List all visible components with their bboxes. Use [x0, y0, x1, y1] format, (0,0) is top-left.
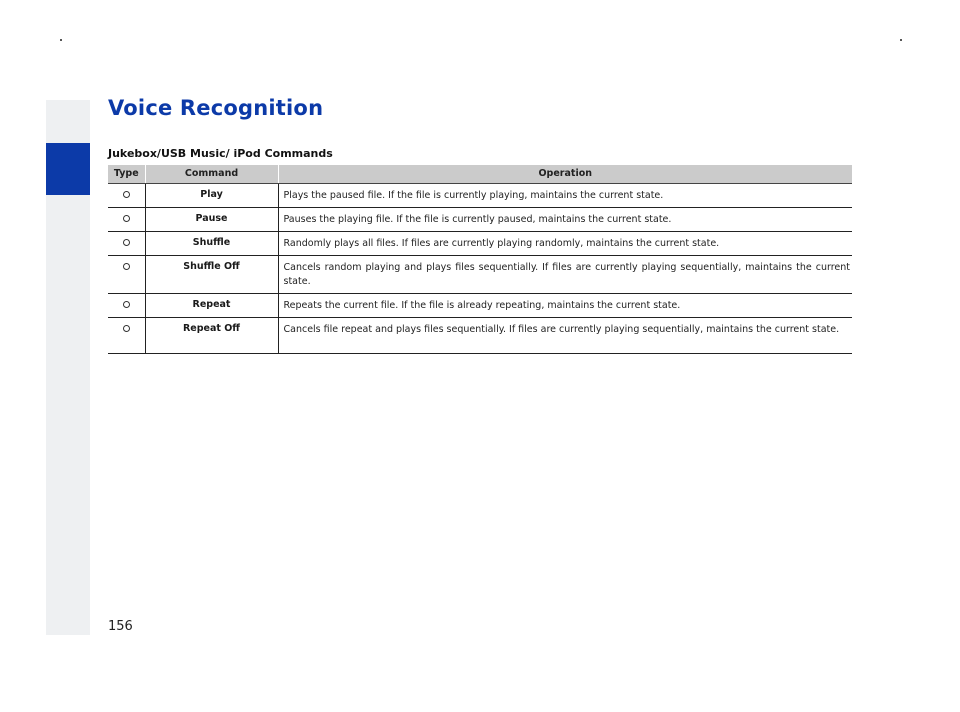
operation-cell: Plays the paused file. If the file is currently playing, maintains the current state. [278, 183, 852, 207]
operation-cell: Cancels file repeat and plays files sequentially. If files are currently playing sequentially, maintains the current state. [278, 317, 852, 353]
circle-bullet-icon [123, 325, 130, 332]
chapter-tab [46, 143, 90, 195]
table-row [108, 317, 852, 353]
operation-cell: Cancels random playing and plays files sequentially. If files are currently playing sequentially, maintains the current state. [278, 255, 852, 293]
commands-table [108, 165, 852, 354]
command-cell: Pause [145, 207, 278, 231]
page-number: 156 [108, 619, 133, 634]
table-heading: Jukebox/USB Music/ iPod Commands [108, 147, 333, 160]
circle-bullet-icon [123, 301, 130, 308]
circle-bullet-icon [123, 263, 130, 270]
operation-cell: Repeats the current file. If the file is already repeating, maintains the current state. [278, 293, 852, 317]
operation-cell: Randomly plays all files. If files are currently playing randomly, maintains the current state. [278, 231, 852, 255]
table-row [108, 207, 852, 231]
table-row [108, 231, 852, 255]
command-cell: Shuffle Off [145, 255, 278, 293]
crop-mark-left [60, 39, 62, 41]
table-row [108, 255, 852, 293]
header-operation: Operation [278, 165, 852, 183]
header-command: Command [145, 165, 278, 183]
page-title: Voice Recognition [108, 96, 324, 120]
command-cell: Repeat Off [145, 317, 278, 353]
circle-bullet-icon [123, 191, 130, 198]
command-cell: Play [145, 183, 278, 207]
header-type: Type [108, 165, 145, 183]
table-header-row [108, 165, 852, 183]
table-row [108, 183, 852, 207]
crop-mark-right [900, 39, 902, 41]
operation-cell: Pauses the playing file. If the file is currently paused, maintains the current state. [278, 207, 852, 231]
circle-bullet-icon [123, 239, 130, 246]
command-cell: Repeat [145, 293, 278, 317]
circle-bullet-icon [123, 215, 130, 222]
command-cell: Shuffle [145, 231, 278, 255]
table-row [108, 293, 852, 317]
